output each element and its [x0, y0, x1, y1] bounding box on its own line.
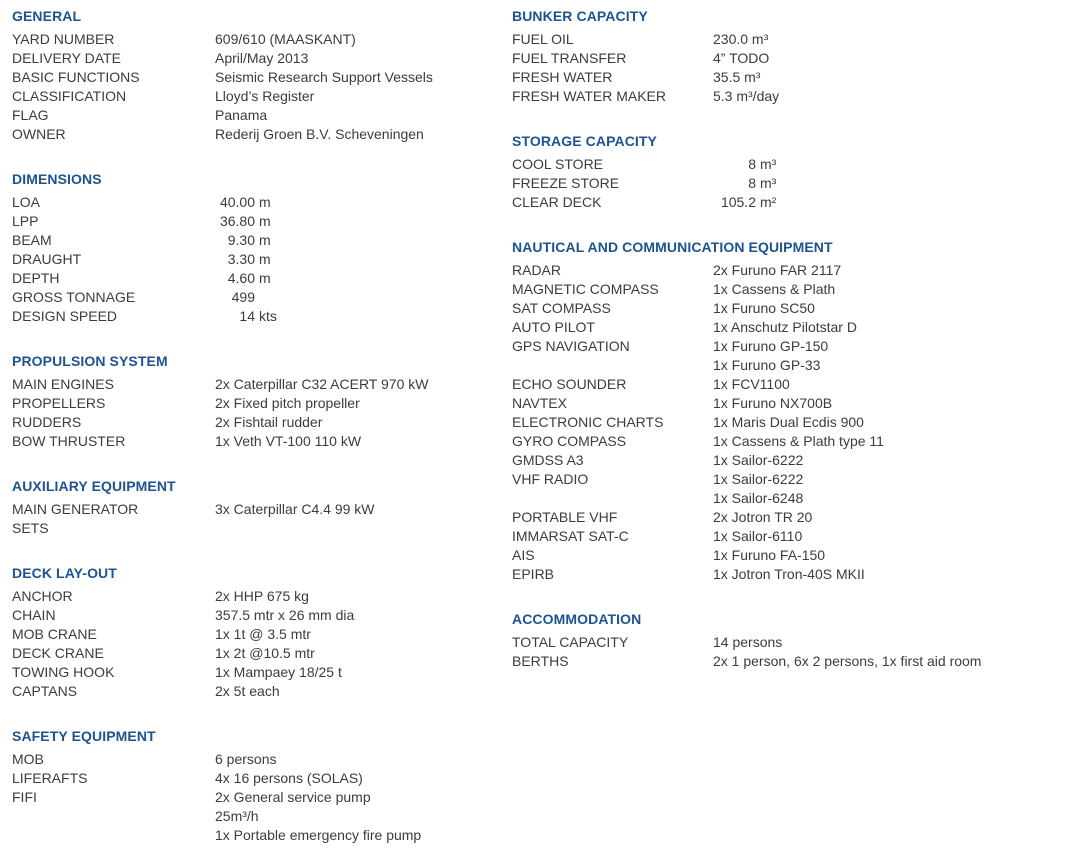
spec-label: MOB CRANE — [12, 626, 97, 642]
spec-label: TOTAL CAPACITY — [512, 634, 629, 650]
section-nautical-and-communication-equipment — [512, 238, 1082, 584]
spec-label: MOB — [12, 751, 44, 767]
section-title: STORAGE CAPACITY — [512, 133, 657, 149]
spec-value-line: 2x HHP 675 kg — [215, 588, 309, 604]
spec-label: FIFI — [12, 789, 37, 805]
spec-value — [215, 193, 502, 212]
spec-value-line: 4” TODO — [713, 50, 770, 66]
spec-label: ELECTRONIC CHARTS — [512, 414, 664, 430]
spec-label: FRESH WATER — [512, 69, 613, 85]
spec-label: CLEAR DECK — [512, 194, 602, 210]
spec-value-line: 1x Furuno NX700B — [713, 395, 833, 411]
spec-value-unit: m — [259, 232, 271, 248]
spec-row — [12, 269, 502, 288]
spec-value-line: 35.5 m³ — [713, 69, 761, 85]
spec-value-line: 1x Sailor-6110 — [713, 528, 803, 544]
spec-value-line: 1x Sailor-6248 — [713, 490, 804, 506]
spec-label: CAPTANS — [12, 683, 78, 699]
spec-label: GPS NAVIGATION — [512, 338, 630, 354]
spec-value-line: 1x Furuno FA-150 — [713, 547, 826, 563]
section-title: NAUTICAL AND COMMUNICATION EQUIPMENT — [512, 239, 833, 255]
spec-row — [12, 231, 502, 250]
spec-row — [12, 413, 502, 432]
spec-value-line: 1x Furuno GP-33 — [713, 357, 821, 373]
spec-value — [713, 527, 1082, 546]
spec-label: LOA — [12, 194, 41, 210]
spec-value-line — [713, 174, 1082, 193]
spec-value-line: 2x Fishtail rudder — [215, 414, 323, 430]
spec-value-line: 5.3 m³/day — [713, 88, 780, 104]
spec-value-line: 2x 5t each — [215, 683, 280, 699]
spec-row — [512, 451, 1082, 470]
spec-label: BERTHS — [512, 653, 569, 669]
spec-value-line: 14 persons — [713, 634, 783, 650]
spec-row — [512, 432, 1082, 451]
spec-row — [12, 106, 502, 125]
section-title: DECK LAY-OUT — [12, 565, 117, 581]
spec-label: AIS — [512, 547, 535, 563]
spec-label: DEPTH — [12, 270, 60, 286]
spec-value — [713, 451, 1082, 470]
spec-label: EPIRB — [512, 566, 555, 582]
spec-label: FUEL TRANSFER — [512, 50, 627, 66]
section-title: AUXILIARY EQUIPMENT — [12, 478, 176, 494]
spec-label: PROPELLERS — [12, 395, 106, 411]
spec-row — [512, 193, 1082, 212]
spec-value-unit: m — [259, 270, 271, 286]
spec-label: VHF RADIO — [512, 471, 589, 487]
spec-value-line: 1x Sailor-6222 — [713, 471, 804, 487]
spec-row — [12, 30, 502, 49]
spec-value-line: 2x Caterpillar C32 ACERT 970 kW — [215, 376, 429, 392]
spec-value-unit: m — [259, 251, 271, 267]
spec-label: AUTO PILOT — [512, 319, 595, 335]
spec-label: FREEZE STORE — [512, 175, 620, 191]
spec-value-line: 2x General service pump — [215, 789, 371, 805]
spec-value-line: 1x Cassens & Plath — [713, 281, 836, 297]
spec-value — [215, 269, 502, 288]
spec-row — [512, 87, 1082, 106]
spec-value-number: 4.60 — [227, 270, 255, 286]
spec-label: CLASSIFICATION — [12, 88, 127, 104]
spec-value-line: 1x 1t @ 3.5 mtr — [215, 626, 311, 642]
section-deck-lay-out — [12, 564, 502, 701]
spec-row — [12, 587, 502, 606]
spec-value-line — [215, 212, 502, 231]
spec-value — [713, 508, 1082, 527]
spec-row — [512, 508, 1082, 527]
spec-value-line: 1x Sailor-6222 — [713, 452, 804, 468]
spec-row — [12, 625, 502, 644]
spec-value-line: 2x 1 person, 6x 2 persons, 1x first aid room — [713, 653, 982, 669]
spec-row — [512, 394, 1082, 413]
spec-row — [12, 87, 502, 106]
spec-value — [713, 87, 1082, 106]
spec-value — [215, 212, 502, 231]
spec-value — [713, 68, 1082, 87]
spec-row — [512, 375, 1082, 394]
spec-value-number: 14 — [239, 308, 255, 324]
spec-value — [713, 394, 1082, 413]
spec-value-number: 36.80 — [219, 213, 255, 229]
spec-value — [215, 500, 502, 519]
spec-column-right — [512, 7, 1082, 697]
spec-row — [12, 250, 502, 269]
spec-value — [215, 375, 502, 394]
spec-value — [713, 546, 1082, 565]
spec-value — [215, 231, 502, 250]
spec-value-line — [215, 288, 502, 307]
spec-label: PORTABLE VHF — [512, 509, 618, 525]
spec-value-line: 357.5 mtr x 26 mm dia — [215, 607, 355, 623]
spec-value-line: 1x Cassens & Plath type 11 — [713, 433, 884, 449]
spec-value-number: 8 — [748, 156, 756, 172]
section-title: SAFETY EQUIPMENT — [12, 728, 156, 744]
spec-value-number: 3.30 — [227, 251, 255, 267]
spec-value-line: 1x FCV1100 — [713, 376, 790, 392]
spec-value — [215, 587, 502, 606]
spec-value — [215, 394, 502, 413]
spec-value-line — [215, 307, 502, 326]
spec-value-line: 2x Furuno FAR 2117 — [713, 262, 842, 278]
spec-value — [215, 432, 502, 451]
spec-value — [215, 750, 502, 769]
spec-value-line: Lloyd’s Register — [215, 88, 315, 104]
section-propulsion-system — [12, 352, 502, 451]
spec-label: COOL STORE — [512, 156, 604, 172]
spec-value-line — [215, 193, 502, 212]
spec-value-line: 1x Portable emergency fire pump — [215, 827, 422, 843]
spec-value-line: Panama — [215, 107, 268, 123]
spec-value — [713, 299, 1082, 318]
spec-value-line: 25m³/h — [215, 808, 259, 824]
spec-value-line: 2x Jotron TR 20 — [713, 509, 813, 525]
section-title: ACCOMMODATION — [512, 611, 642, 627]
spec-value — [713, 193, 1082, 212]
spec-label: FRESH WATER MAKER — [512, 88, 667, 104]
spec-value — [215, 288, 502, 307]
spec-row — [512, 280, 1082, 299]
spec-value — [713, 337, 1082, 375]
spec-value-line: 1x Furuno GP-150 — [713, 338, 829, 354]
spec-value — [215, 644, 502, 663]
spec-value-line: 4x 16 persons (SOLAS) — [215, 770, 363, 786]
spec-value-line: 1x Anschutz Pilotstar D — [713, 319, 857, 335]
spec-label: DRAUGHT — [12, 251, 82, 267]
spec-label — [12, 500, 215, 538]
spec-label: FUEL OIL — [512, 31, 574, 47]
spec-label: RUDDERS — [12, 414, 82, 430]
spec-value — [215, 307, 502, 326]
spec-row — [12, 68, 502, 87]
spec-value — [713, 30, 1082, 49]
section-title: DIMENSIONS — [12, 171, 102, 187]
spec-label: OWNER — [12, 126, 66, 142]
spec-value — [713, 565, 1082, 584]
spec-value-number: 499 — [231, 289, 255, 305]
spec-value-line — [215, 269, 502, 288]
spec-label: IMMARSAT SAT-C — [512, 528, 629, 544]
spec-value-line: 1x Maris Dual Ecdis 900 — [713, 414, 864, 430]
spec-value-line: 1x Mampaey 18/25 t — [215, 664, 342, 680]
spec-label: BASIC FUNCTIONS — [12, 69, 140, 85]
spec-label: YARD NUMBER — [12, 31, 115, 47]
spec-row — [12, 769, 502, 788]
spec-value-number: 8 — [748, 175, 756, 191]
spec-value-number: 40.00 — [219, 194, 255, 210]
spec-label: ANCHOR — [12, 588, 73, 604]
spec-value — [215, 250, 502, 269]
spec-row — [512, 30, 1082, 49]
spec-row — [512, 299, 1082, 318]
spec-row — [512, 68, 1082, 87]
spec-row — [12, 307, 502, 326]
spec-row — [512, 337, 1082, 375]
spec-row — [512, 546, 1082, 565]
spec-label: DELIVERY DATE — [12, 50, 121, 66]
spec-row — [512, 49, 1082, 68]
spec-value-unit: m² — [760, 194, 777, 210]
spec-value-line: 6 persons — [215, 751, 277, 767]
spec-value — [713, 633, 1082, 652]
spec-label: SAT COMPASS — [512, 300, 611, 316]
spec-row — [512, 633, 1082, 652]
spec-value — [215, 87, 502, 106]
spec-label: GYRO COMPASS — [512, 433, 627, 449]
spec-label: TOWING HOOK — [12, 664, 115, 680]
spec-label: NAVTEX — [512, 395, 567, 411]
section-auxiliary-equipment — [12, 477, 502, 538]
spec-value — [713, 470, 1082, 508]
spec-value-line — [215, 231, 502, 250]
spec-value-line: 2x Fixed pitch propeller — [215, 395, 360, 411]
spec-value-line: April/May 2013 — [215, 50, 309, 66]
spec-row — [512, 527, 1082, 546]
spec-value — [215, 106, 502, 125]
spec-value — [215, 30, 502, 49]
spec-row — [12, 212, 502, 231]
spec-value-number: 105.2 — [720, 194, 756, 210]
section-title: PROPULSION SYSTEM — [12, 353, 168, 369]
spec-label: DECK CRANE — [12, 645, 104, 661]
spec-value-line: 609/610 (MAASKANT) — [215, 31, 356, 47]
spec-label: BEAM — [12, 232, 52, 248]
spec-label: LPP — [12, 213, 39, 229]
spec-row — [12, 193, 502, 212]
spec-label: MAIN ENGINES — [12, 376, 114, 392]
spec-value-unit: m — [259, 194, 271, 210]
spec-label: GROSS TONNAGE — [12, 289, 136, 305]
section-bunker-capacity — [512, 7, 1082, 106]
spec-value — [215, 682, 502, 701]
spec-label: RADAR — [512, 262, 562, 278]
spec-label-line: SETS — [12, 520, 49, 536]
spec-value — [215, 49, 502, 68]
spec-row — [12, 663, 502, 682]
spec-label: CHAIN — [12, 607, 56, 623]
spec-value-line — [713, 193, 1082, 212]
spec-row — [12, 394, 502, 413]
spec-value-line: 230.0 m³ — [713, 31, 769, 47]
spec-row — [12, 125, 502, 144]
spec-value-unit: kts — [259, 308, 277, 324]
section-title: GENERAL — [12, 8, 82, 24]
spec-value — [215, 769, 502, 788]
spec-value — [713, 155, 1082, 174]
spec-value-line: 1x Jotron Tron-40S MKII — [713, 566, 865, 582]
spec-value — [713, 49, 1082, 68]
spec-value-unit: m³ — [760, 175, 777, 191]
spec-row — [12, 644, 502, 663]
spec-value — [215, 413, 502, 432]
section-safety-equipment — [12, 727, 502, 845]
spec-value — [215, 606, 502, 625]
spec-row — [512, 565, 1082, 584]
spec-row — [12, 682, 502, 701]
spec-value — [215, 68, 502, 87]
spec-value — [713, 174, 1082, 193]
spec-row — [12, 750, 502, 769]
spec-value-line — [713, 155, 1082, 174]
spec-label: ECHO SOUNDER — [512, 376, 627, 392]
spec-label: LIFERAFTS — [12, 770, 88, 786]
spec-value-number: 9.30 — [227, 232, 255, 248]
spec-value — [713, 652, 1082, 671]
spec-label: DESIGN SPEED — [12, 308, 118, 324]
section-dimensions — [12, 170, 502, 326]
spec-row — [12, 788, 502, 845]
spec-value-line: Seismic Research Support Vessels — [215, 69, 433, 85]
spec-value-line — [215, 250, 502, 269]
spec-row — [12, 288, 502, 307]
spec-column-left — [12, 7, 502, 848]
spec-row — [512, 174, 1082, 193]
spec-value-line: 1x 2t @10.5 mtr — [215, 645, 315, 661]
spec-value — [713, 375, 1082, 394]
spec-value-unit: m³ — [760, 156, 777, 172]
spec-value-line: 3x Caterpillar C4.4 99 kW — [215, 501, 375, 517]
spec-value — [713, 432, 1082, 451]
spec-value-unit: m — [259, 213, 271, 229]
spec-row — [12, 49, 502, 68]
spec-value — [215, 125, 502, 144]
spec-row — [12, 432, 502, 451]
spec-label: FLAG — [12, 107, 49, 123]
spec-value — [215, 625, 502, 644]
section-storage-capacity — [512, 132, 1082, 212]
spec-value — [215, 788, 502, 845]
spec-value-line: Rederij Groen B.V. Scheveningen — [215, 126, 424, 142]
spec-row — [12, 500, 502, 538]
spec-value — [713, 318, 1082, 337]
spec-row — [12, 606, 502, 625]
spec-label: MAGNETIC COMPASS — [512, 281, 659, 297]
spec-label: GMDSS A3 — [512, 452, 584, 468]
section-general — [12, 7, 502, 144]
spec-value — [713, 413, 1082, 432]
spec-row — [512, 413, 1082, 432]
spec-value-line: 1x Furuno SC50 — [713, 300, 815, 316]
spec-label-line: MAIN GENERATOR — [12, 501, 139, 517]
spec-row — [512, 652, 1082, 671]
spec-value — [713, 280, 1082, 299]
spec-row — [512, 155, 1082, 174]
spec-row — [512, 318, 1082, 337]
spec-row — [512, 470, 1082, 508]
spec-row — [12, 375, 502, 394]
spec-value — [713, 261, 1082, 280]
section-accommodation — [512, 610, 1082, 671]
spec-row — [512, 261, 1082, 280]
spec-value-line: 1x Veth VT-100 110 kW — [215, 433, 362, 449]
section-title: BUNKER CAPACITY — [512, 8, 648, 24]
spec-label: BOW THRUSTER — [12, 433, 126, 449]
spec-value — [215, 663, 502, 682]
